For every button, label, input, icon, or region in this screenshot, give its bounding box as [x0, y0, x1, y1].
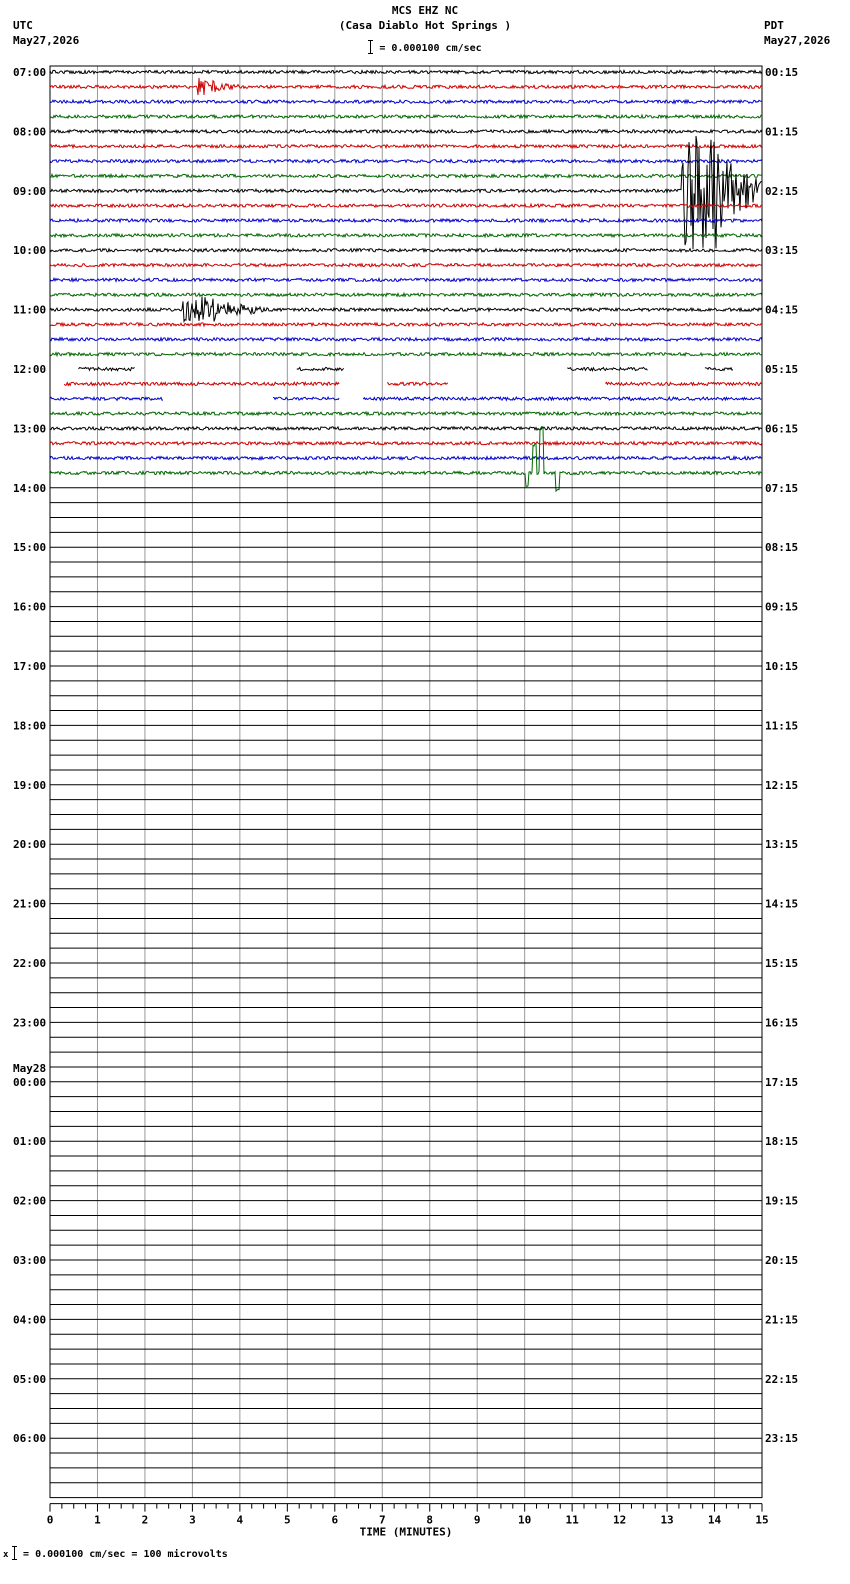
trace-line	[50, 264, 762, 267]
trace-line	[50, 219, 762, 222]
trace-line	[50, 160, 762, 163]
date-change-label: May28	[13, 1061, 47, 1075]
utc-hour-label: 21:00	[13, 897, 47, 911]
utc-hour-label: 01:00	[13, 1135, 47, 1149]
utc-hour-label: 00:00	[13, 1075, 47, 1089]
x-tick-label: 7	[378, 1513, 386, 1527]
x-tick-label: 4	[236, 1513, 244, 1527]
right-date: May27,2026	[764, 34, 831, 47]
utc-hour-label: 10:00	[13, 244, 47, 258]
left-timezone: UTC	[13, 19, 33, 32]
trace-line	[79, 367, 135, 370]
trace-line	[50, 338, 762, 341]
trace-line	[50, 278, 762, 281]
pdt-hour-label: 17:15	[765, 1075, 799, 1089]
pdt-hour-label: 12:15	[765, 778, 799, 792]
pdt-hour-label: 20:15	[765, 1254, 799, 1267]
x-tick-label: 13	[660, 1513, 674, 1527]
pdt-hour-label: 16:15	[765, 1016, 799, 1030]
trace-line	[50, 70, 762, 73]
x-tick-label: 1	[94, 1513, 101, 1527]
trace-line	[50, 397, 163, 400]
utc-hour-label: 13:00	[13, 422, 47, 436]
footer-scale	[12, 1546, 228, 1561]
utc-hour-label: 12:00	[13, 363, 47, 376]
utc-hour-label: 20:00	[13, 838, 47, 852]
utc-hour-label: 03:00	[13, 1254, 47, 1267]
trace-line	[50, 204, 762, 207]
trace-line	[50, 174, 762, 177]
x-tick-label: 2	[141, 1513, 149, 1527]
utc-hour-label: 16:00	[13, 600, 47, 614]
utc-hour-label: 07:00	[13, 66, 47, 79]
right-timezone: PDT	[764, 19, 784, 32]
x-tick-label: 14	[707, 1513, 722, 1527]
utc-hour-label: 17:00	[13, 660, 47, 673]
pdt-hour-label: 14:15	[765, 897, 799, 911]
pdt-hour-label: 06:15	[765, 422, 799, 436]
pdt-hour-label: 15:15	[765, 957, 799, 970]
trace-line	[605, 382, 761, 385]
x-tick-label: 6	[331, 1513, 339, 1527]
trace-line	[50, 457, 762, 460]
pdt-hour-label: 01:15	[765, 125, 799, 139]
trace-line	[705, 368, 733, 371]
trace-line	[50, 297, 762, 322]
utc-hour-label: 05:00	[13, 1372, 47, 1386]
utc-hour-label: 02:00	[13, 1194, 47, 1208]
x-tick-label: 15	[755, 1513, 769, 1527]
trace-line	[50, 145, 762, 148]
footer-scale-bar-icon	[12, 1546, 17, 1560]
pdt-hour-label: 22:15	[765, 1372, 799, 1386]
trace-line	[387, 382, 448, 385]
left-date: May27,2026	[13, 34, 80, 47]
trace-line	[50, 353, 762, 356]
x-tick-label: 10	[518, 1513, 532, 1527]
trace-line	[50, 136, 762, 249]
trace-line	[50, 427, 762, 430]
trace-line	[363, 397, 761, 400]
utc-hour-label: 22:00	[13, 957, 47, 970]
utc-hour-label: 11:00	[13, 303, 47, 317]
footer-scale-text: = 0.000100 cm/sec = 100 microvolts	[23, 1549, 228, 1560]
utc-hour-label: 09:00	[13, 184, 47, 198]
utc-hour-label: 15:00	[13, 541, 47, 555]
utc-hour-label: 08:00	[13, 125, 47, 139]
pdt-hour-label: 18:15	[765, 1135, 799, 1149]
pdt-hour-label: 08:15	[765, 541, 799, 555]
pdt-hour-label: 10:15	[765, 660, 799, 673]
trace-line	[50, 427, 762, 492]
utc-hour-label: 23:00	[13, 1016, 47, 1030]
x-tick-label: 9	[473, 1513, 481, 1527]
pdt-hour-label: 03:15	[765, 244, 799, 258]
x-axis-label: TIME (MINUTES)	[359, 1525, 453, 1539]
pdt-hour-label: 09:15	[765, 600, 799, 614]
trace-line	[50, 78, 762, 95]
x-tick-label: 11	[565, 1513, 579, 1527]
utc-hour-label: 06:00	[13, 1432, 47, 1446]
trace-line	[567, 367, 647, 370]
utc-hour-label: 14:00	[13, 481, 47, 495]
trace-line	[50, 234, 762, 237]
x-tick-label: 5	[284, 1513, 291, 1527]
pdt-hour-label: 04:15	[765, 303, 799, 317]
utc-hour-label: 18:00	[13, 719, 47, 733]
utc-hour-label: 19:00	[13, 778, 47, 792]
trace-line	[273, 397, 339, 400]
site-subtitle: (Casa Diablo Hot Springs )	[338, 19, 512, 32]
trace-line	[50, 293, 762, 296]
x-tick-label: 12	[612, 1513, 627, 1527]
trace-line	[50, 249, 762, 252]
footer-marker: x	[3, 1550, 9, 1560]
pdt-hour-label: 11:15	[765, 719, 799, 733]
x-tick-label: 3	[189, 1513, 196, 1527]
utc-hour-label: 04:00	[13, 1313, 47, 1327]
trace-line	[50, 442, 762, 445]
trace-line	[50, 100, 762, 103]
pdt-hour-label: 23:15	[765, 1432, 799, 1446]
trace-line	[297, 367, 344, 370]
trace-line	[50, 115, 762, 118]
pdt-hour-label: 05:15	[765, 363, 799, 376]
pdt-hour-label: 21:15	[765, 1313, 799, 1327]
x-tick-label: 0	[46, 1513, 54, 1527]
pdt-hour-label: 00:15	[765, 66, 799, 79]
pdt-hour-label: 19:15	[765, 1194, 799, 1208]
scale-legend-text: = 0.000100 cm/sec	[379, 43, 482, 54]
trace-line	[50, 130, 762, 133]
x-tick-label: 8	[426, 1513, 434, 1527]
station-title: MCS EHZ NC	[391, 4, 459, 17]
trace-line	[50, 412, 762, 415]
pdt-hour-label: 07:15	[765, 481, 799, 495]
trace-line	[50, 323, 762, 326]
pdt-hour-label: 13:15	[765, 838, 799, 852]
pdt-hour-label: 02:15	[765, 184, 799, 198]
trace-line	[64, 382, 339, 385]
